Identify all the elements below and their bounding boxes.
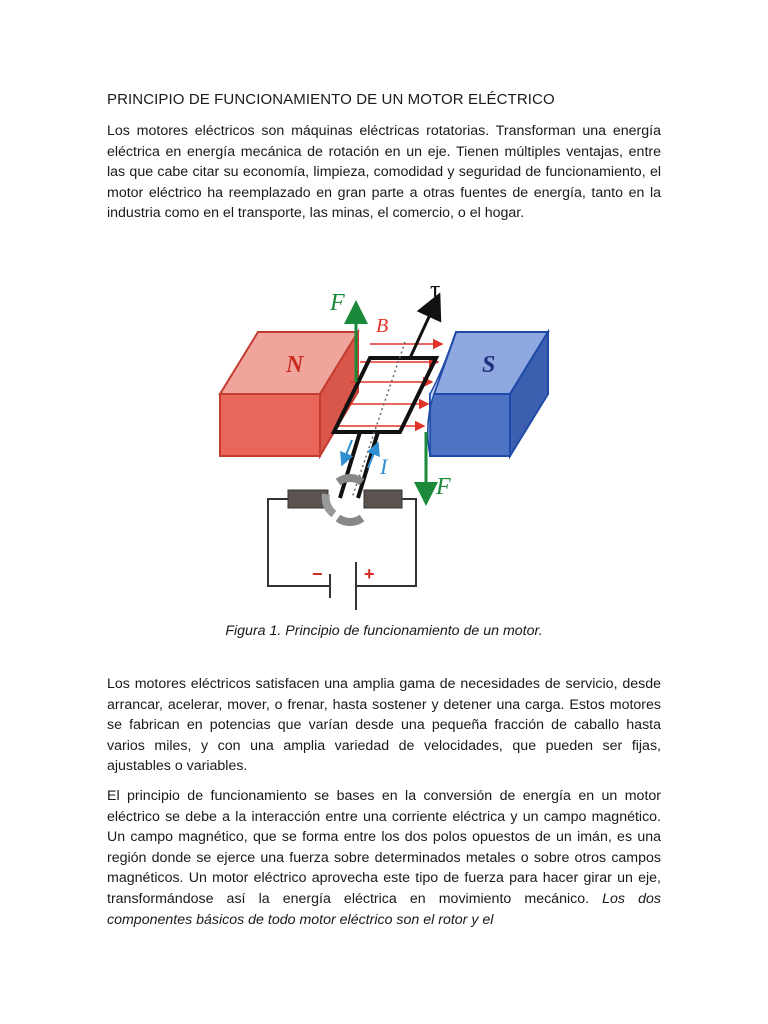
paragraph-principle-italic: Los dos componentes básicos de todo motor eléctrico son el rotor y el bbox=[107, 890, 661, 928]
force-label-top: F bbox=[330, 290, 345, 316]
south-magnet bbox=[428, 332, 548, 456]
battery-plus-label: + bbox=[364, 564, 375, 584]
paragraph-intro: Los motores eléctricos son máquinas eléctricas rotatorias. Transforman una energía eléctrica en energía mecánica de rotación en un eje. Tienen múltiples ventajas, entre las que cabe citar su economía, limpieza, comodidad y seguridad de funcionamiento, el motor eléctrico ha reemplazado en gran parte a otras fuentes de energía, tanto en la industria como en el transporte, las minas, el comercio, o el hogar. bbox=[107, 123, 661, 222]
current-label: I bbox=[380, 454, 388, 479]
north-label: N bbox=[286, 352, 304, 378]
figure-caption: Figura 1. Principio de funcionamiento de un motor. bbox=[225, 623, 543, 639]
paragraph-services: Los motores eléctricos satisfacen una amplia gama de necesidades de servicio, desde arrancar, acelerar, mover, o frenar, hasta sostener y detener una carga. Estos motores se fabrican en potencias que varían desde una pequeña fracción de caballo hasta varios miles, y con una amplia variedad de velocidades, que pueden ser fijas, ajustables o variables. bbox=[107, 676, 661, 775]
external-circuit bbox=[268, 499, 416, 610]
paragraph-principle bbox=[107, 786, 661, 930]
page-title: PRINCIPIO DE FUNCIONAMIENTO DE UN MOTOR ELÉCTRICO bbox=[107, 91, 555, 108]
north-magnet bbox=[220, 332, 358, 456]
force-label-bottom: F bbox=[436, 474, 451, 500]
field-label: B bbox=[376, 315, 389, 337]
rotation-axis bbox=[352, 342, 405, 498]
torque-arrow bbox=[410, 306, 434, 358]
torque-label: τ bbox=[430, 275, 441, 304]
battery-minus-label: − bbox=[312, 564, 323, 584]
south-label: S bbox=[482, 352, 496, 378]
paragraph-principle-text: El principio de funcionamiento se bases en la conversión de energía en un motor eléctrico se debe a la interacción entre una corriente eléctrica y un campo magnético. Un campo magnético, que se forma entre los dos polos opuestos de un imán, es una región donde se ejerce una fuerza sobre determinados metales o sobre otros campos magnéticos. Un motor eléctrico aprovecha este tipo de fuerza para hacer girar un eje, transformándose así la energía eléctrica en movimiento mecánico. bbox=[107, 788, 661, 907]
motor-principle-figure bbox=[210, 262, 560, 614]
